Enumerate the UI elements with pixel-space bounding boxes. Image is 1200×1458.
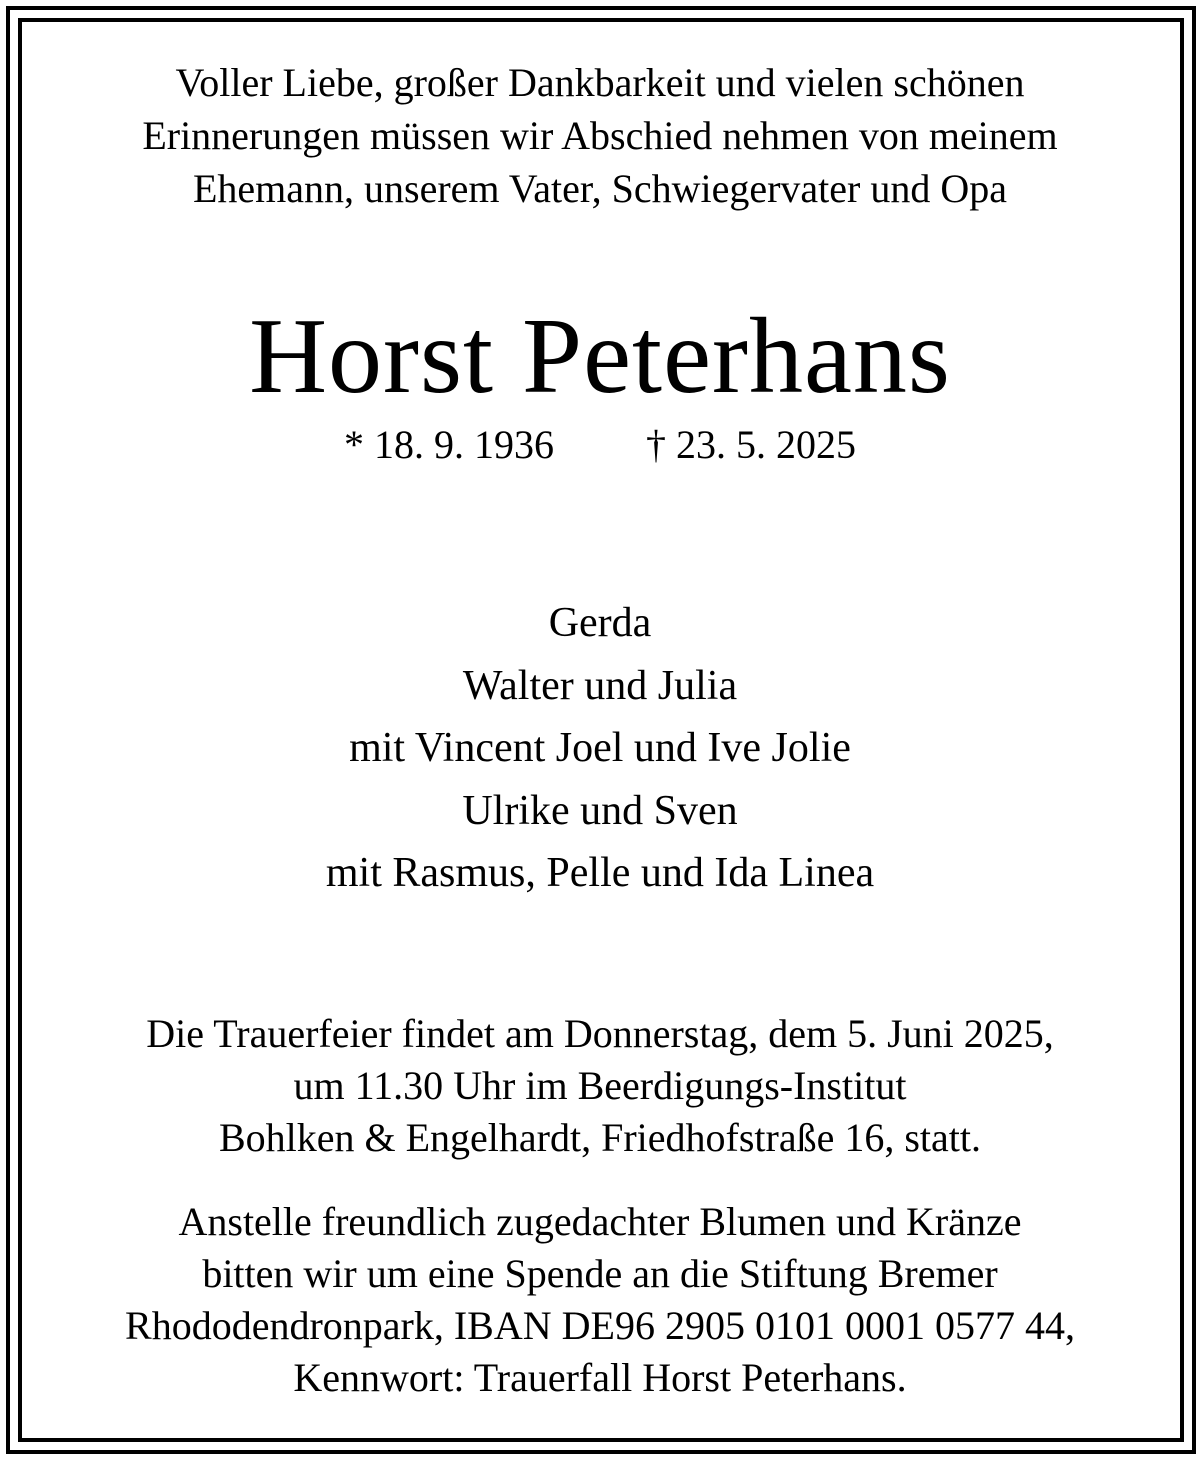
- intro-line: Voller Liebe, großer Dankbarkeit und vielen schönen: [175, 60, 1025, 105]
- ceremony-line: um 11.30 Uhr im Beerdigungs-Institut: [293, 1063, 907, 1108]
- ceremony-notice: [0, 1008, 1200, 1164]
- death-date: † 23. 5. 2025: [646, 422, 856, 467]
- donation-notice: [0, 1196, 1200, 1404]
- family-line: Ulrike und Sven: [462, 787, 738, 834]
- intro-line: Erinnerungen müssen wir Abschied nehmen von meinem: [142, 113, 1058, 158]
- family-line: Walter und Julia: [462, 662, 738, 709]
- family-members: [0, 592, 1200, 905]
- donation-line: Rhododendronpark, IBAN DE96 2905 0101 0001 0577 44,: [125, 1303, 1075, 1348]
- life-dates: [0, 420, 1200, 470]
- intro-text: [0, 56, 1200, 215]
- family-line: Gerda: [548, 600, 652, 646]
- deceased-name: Horst Peterhans: [249, 297, 951, 416]
- family-line: mit Vincent Joel und Ive Jolie: [349, 725, 851, 771]
- donation-line: Kennwort: Trauerfall Horst Peterhans.: [293, 1355, 907, 1400]
- family-line: mit Rasmus, Pelle und Ida Linea: [325, 850, 875, 896]
- birth-date: * 18. 9. 1936: [344, 422, 554, 467]
- donation-line: bitten wir um eine Spende an die Stiftung Bremer: [202, 1251, 998, 1296]
- ceremony-line: Bohlken & Engelhardt, Friedhofstraße 16, statt.: [218, 1115, 982, 1160]
- intro-line: Ehemann, unserem Vater, Schwiegervater und Opa: [192, 166, 1008, 211]
- donation-line: Anstelle freundlich zugedachter Blumen und Kränze: [178, 1199, 1022, 1244]
- ceremony-line: Die Trauerfeier findet am Donnerstag, dem 5. Juni 2025,: [146, 1011, 1054, 1056]
